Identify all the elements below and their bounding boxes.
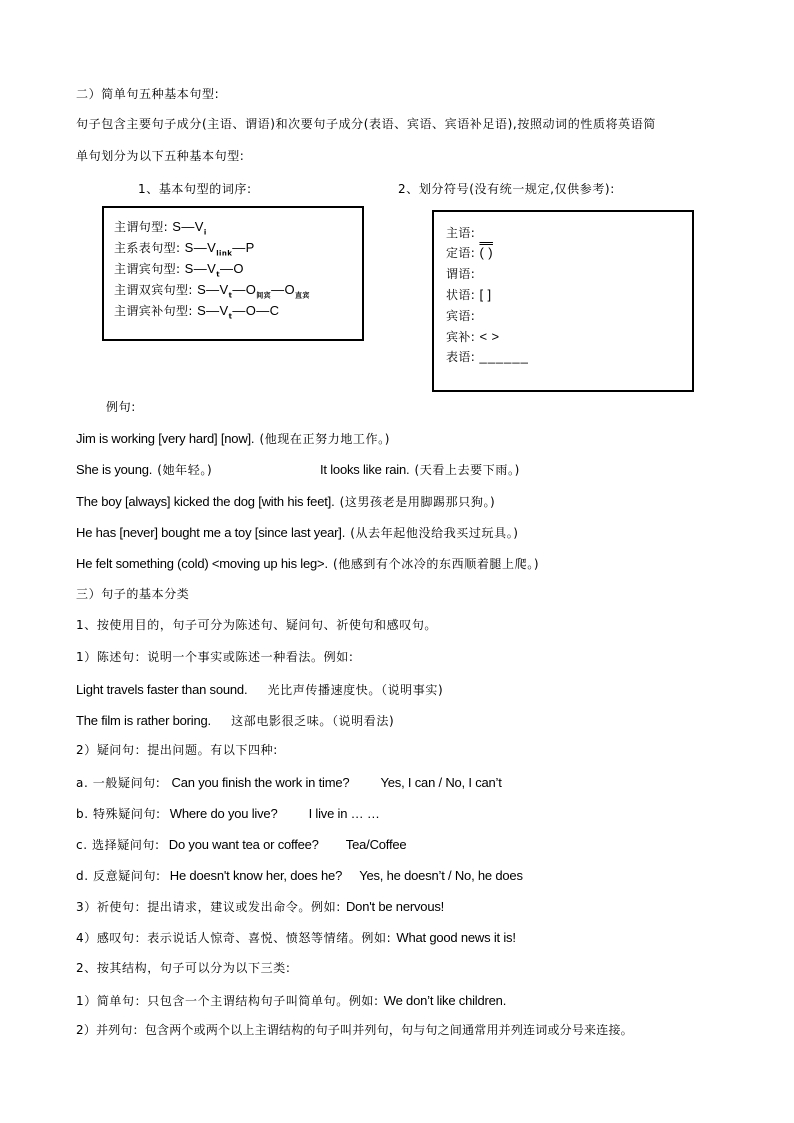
symbol-row: 定语: ( ) [446,245,493,260]
symbol-row: 状语: [ ] [446,287,492,302]
declarative-title: 1）陈述句：说明一个事实或陈述一种看法。例如: [76,650,354,664]
declarative-example: The film is rather boring. 这部电影很乏味。（说明看法) [76,713,395,728]
point-2: 2、按其结构，句子可以分为以下三类: [76,961,291,975]
question-item: b. 特殊疑问句: Where do you live? I live in … … [76,806,380,821]
symbol-row: 谓语: [446,267,476,281]
question-title: 2）疑问句：提出问题。有以下四种: [76,743,278,757]
example-row: Jim is working [very hard] [now]. (他现在正努力地工作。) [76,431,391,446]
symbols-box [432,210,694,392]
patterns-box [102,206,364,341]
symbol-row: 主语: [446,226,476,240]
imperative-line: 3）祈使句：提出请求，建议或发出命令。例如: Don't be nervous! [76,899,445,914]
pattern-row: 主谓宾句型: $S—V_t—O$ [114,261,244,279]
question-item: a. 一般疑问句: Can you finish the work in time? Yes, I can / No, I can’t [76,775,502,790]
example-row: He felt something (cold) <moving up his leg>. (他感到有个冰冷的东西顺着腿上爬。) [76,556,540,571]
declarative-example: Light travels faster than sound. 光比声传播速度快。（说明事实) [76,682,444,697]
pattern-row: 主谓句型: $S—V_i$ [114,219,207,237]
example-row: He has [never] bought me a toy [since last year]. (从去年起他没给我买过玩具。) [76,525,519,540]
pattern-row: 主谓宾补句型: $S—V_t—O—C$ [114,303,280,321]
examples-label: 例句: [106,400,136,414]
section3-heading: 三）句子的基本分类 [76,587,190,601]
symbol-row: 宾补: < > [446,329,500,344]
symbol-row: 宾语: [446,309,476,323]
simple-sentence-line: 1）简单句：只包含一个主谓结构句子叫简单句。例如: We don’t like children. [76,993,507,1008]
pattern-row: 主系表句型: $S—V_{link}—P$ [114,240,255,258]
question-item: d. 反意疑问句: He doesn't know her, does he? Yes, he doesn’t / No, he does [76,868,523,883]
example-row: It looks like rain. (天看上去要下雨。) [320,462,520,477]
pattern-row: 主谓双宾句型: $S—V_t—O_{间宾}—O_{直宾}$ [114,282,310,300]
col1-title: 1、基本句型的词序: [138,182,252,196]
col2-title: 2、划分符号(没有统一规定,仅供参考): [398,182,615,196]
example-row: She is young. (她年轻。) [76,462,213,477]
example-row: The boy [always] kicked the dog [with his feet]. (这男孩老是用脚踢那只狗。) [76,494,496,509]
point-1: 1、按使用目的，句子可分为陈述句、疑问句、祈使句和感叹句。 [76,618,438,632]
symbol-row: 表语: ______ [446,349,529,364]
section2-heading: 二）简单句五种基本句型: [76,87,220,101]
compound-sentence-line: 2）并列句：包含两个或两个以上主谓结构的句子叫并列句，句与句之间通常用并列连词或分号来连接。 [76,1023,633,1037]
question-item: c. 选择疑问句: Do you want tea or coffee? Tea/Coffee [76,837,407,852]
exclamatory-line: 4）感叹句：表示说话人惊奇、喜悦、愤怒等情绪。例如: What good news it is! [76,930,516,945]
intro-line-2: 单句划分为以下五种基本句型: [76,149,245,163]
intro-line-1: 句子包含主要句子成分(主语、谓语)和次要句子成分(表语、宾语、宾语补足语),按照动词的性质将英语简 [76,117,656,131]
